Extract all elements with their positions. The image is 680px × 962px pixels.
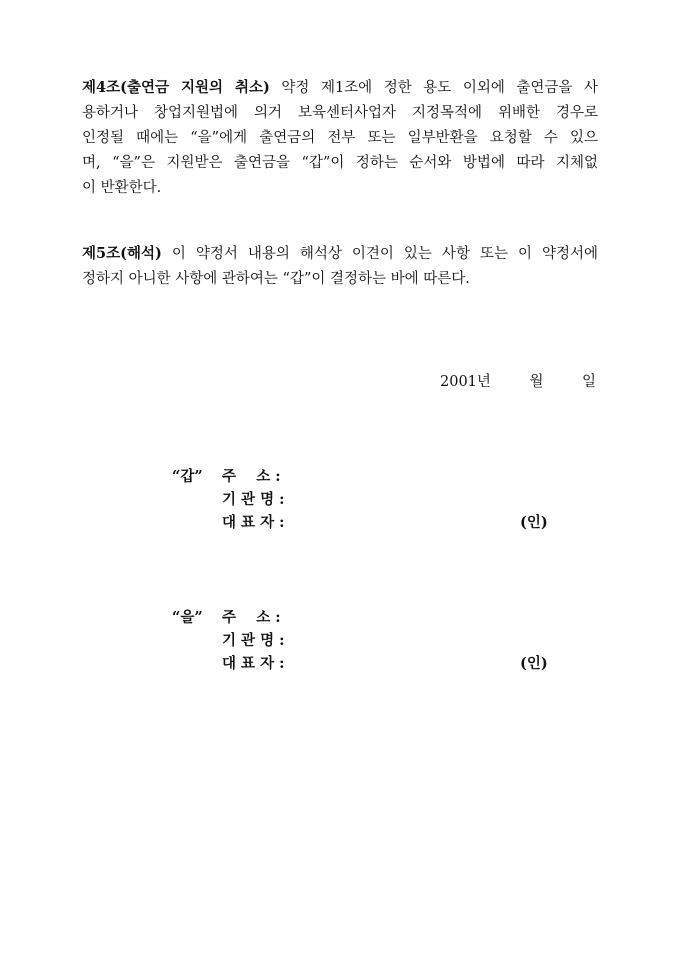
party-b-signature-block — [172, 606, 552, 675]
party-a-address-row — [172, 465, 552, 488]
article-5 — [82, 241, 598, 292]
party-a-seal: (인) — [520, 514, 548, 531]
article-5-title: 제5조(해석) — [82, 245, 162, 262]
date-year: 2001년 — [440, 374, 491, 390]
party-b-address-row — [172, 606, 552, 629]
article-4-title: 제4조(출연금 지원의 취소) — [82, 79, 270, 96]
date-day: 일 — [581, 374, 596, 390]
party-a-name: “갑” — [172, 468, 203, 485]
party-b-seal: (인) — [520, 655, 548, 672]
article-4 — [82, 75, 598, 201]
party-a-rep-label: 대 표 자 : — [222, 514, 285, 531]
party-a-rep-row — [172, 511, 552, 534]
article-5-text: 이 약정서 내용의 해석상 이견이 있는 사항 또는 이 약정서에 — [161, 246, 598, 262]
party-a-org-label: 기 관 명 : — [222, 491, 285, 508]
party-b-org-row — [172, 629, 552, 652]
signature-date — [440, 371, 596, 393]
date-month: 월 — [529, 374, 544, 390]
party-b-rep-row — [172, 652, 552, 675]
party-a-signature-block — [172, 465, 552, 534]
article-5-line-1 — [82, 241, 598, 267]
article-4-line-4: 며, “을”은 지원받은 출연금을 “갑”이 정하는 순서와 방법에 따라 지체없 — [82, 155, 598, 171]
article-4-line-5: 이 반환한다. — [82, 180, 162, 196]
article-4-line-3: 인정될 때에는 “을”에게 출연금의 전부 또는 일부반환을 요청할 수 있으 — [82, 130, 598, 146]
party-a-address-label: 주 소 : — [222, 468, 281, 485]
party-b-name: “을” — [172, 609, 203, 626]
article-4-line-1 — [82, 75, 598, 101]
party-b-address-label: 주 소 : — [222, 609, 281, 626]
party-b-org-label: 기 관 명 : — [222, 632, 285, 649]
article-4-text: 약정 제1조에 정한 용도 이외에 출연금을 사 — [269, 80, 598, 96]
article-5-line-2: 정하지 아니한 사항에 관하여는 “갑”이 결정하는 바에 따른다. — [82, 271, 470, 287]
party-b-rep-label: 대 표 자 : — [222, 655, 285, 672]
party-a-org-row — [172, 488, 552, 511]
article-4-line-2: 용하거나 창업지원법에 의거 보육센터사업자 지정목적에 위배한 경우로 — [82, 105, 598, 121]
